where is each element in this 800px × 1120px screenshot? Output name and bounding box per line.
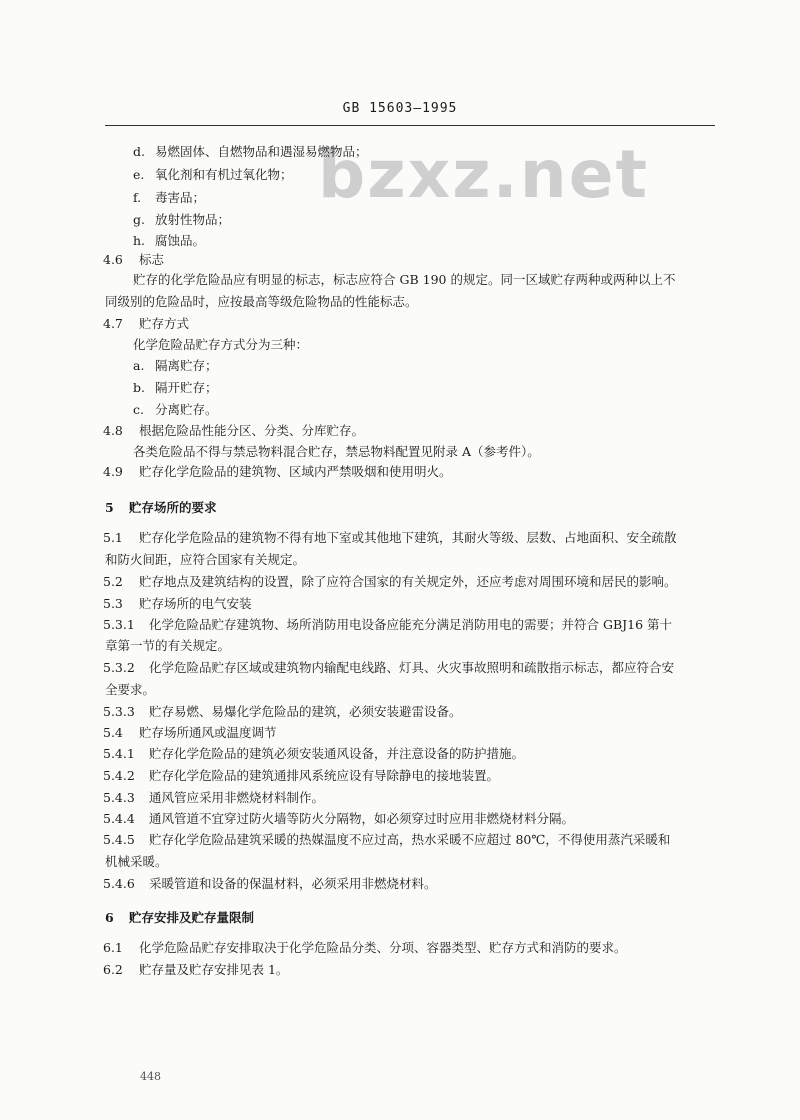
clause-number: 6.1 bbox=[103, 940, 123, 955]
clause-text: 贮存场所通风或温度调节 bbox=[139, 725, 277, 740]
list-item bbox=[133, 144, 368, 160]
list-item bbox=[133, 358, 218, 374]
clause-4-6-text: 贮存的化学危险品应有明显的标志，标志应符合 GB 190 的规定。同一区域贮存两种或两种以上不 bbox=[133, 272, 676, 287]
clause-5-4-4 bbox=[103, 811, 574, 827]
clause-5-4-3 bbox=[103, 790, 324, 806]
clause-5-3-3 bbox=[103, 704, 462, 720]
item-label: g. bbox=[133, 212, 145, 227]
clause-5-4-5 bbox=[103, 832, 670, 848]
clause-text: 贮存化学危险品建筑采暖的热媒温度不应过高，热水采暖不应超过 80℃，不得使用蒸汽采暖和 bbox=[149, 832, 671, 847]
clause-text: 化学危险品贮存安排取决于化学危险品分类、分项、容器类型、贮存方式和消防的要求。 bbox=[139, 940, 627, 955]
clause-4-7-intro: 化学危险品贮存方式分为三种： bbox=[133, 337, 309, 352]
item-label: e. bbox=[133, 167, 145, 182]
item-text: 氧化剂和有机过氧化物； bbox=[155, 167, 293, 182]
clause-text: 通风管道不宜穿过防火墙等防火分隔物，如必须穿过时应用非燃烧材料分隔。 bbox=[149, 811, 575, 826]
clause-5-1-text: 和防火间距，应符合国家有关规定。 bbox=[105, 552, 306, 567]
clause-number: 6.2 bbox=[103, 962, 123, 977]
section-title: 贮存场所的要求 bbox=[129, 500, 217, 515]
section-number: 5 bbox=[105, 500, 114, 515]
item-text: 分离贮存。 bbox=[155, 402, 218, 417]
section-6-heading bbox=[105, 910, 254, 926]
list-item bbox=[133, 167, 293, 183]
item-text: 隔开贮存； bbox=[155, 380, 218, 395]
clause-number: 4.8 bbox=[103, 423, 123, 438]
list-item bbox=[133, 233, 205, 249]
section-title: 贮存安排及贮存量限制 bbox=[129, 910, 255, 925]
standard-code-header: GB 15603—1995 bbox=[342, 101, 458, 116]
clause-5-3-2-text: 全要求。 bbox=[105, 682, 156, 697]
clause-5-3 bbox=[103, 596, 252, 612]
clause-text: 通风管应采用非燃烧材料制作。 bbox=[149, 790, 325, 805]
clause-number: 4.9 bbox=[103, 464, 123, 479]
clause-4-6-heading bbox=[103, 252, 164, 268]
clause-5-3-1 bbox=[103, 617, 672, 633]
clause-number: 5.4.4 bbox=[103, 811, 135, 826]
clause-text: 贮存化学危险品的建筑物、区域内严禁吸烟和使用明火。 bbox=[139, 464, 452, 479]
clause-5-4-5-text: 机械采暖。 bbox=[105, 854, 168, 869]
item-text: 隔离贮存； bbox=[155, 358, 218, 373]
clause-text: 贮存易燃、易爆化学危险品的建筑，必须安装避雷设备。 bbox=[149, 704, 462, 719]
clause-number: 5.2 bbox=[103, 574, 123, 589]
list-item bbox=[133, 190, 205, 206]
clause-number: 5.4.1 bbox=[103, 746, 135, 761]
clause-text: 化学危险品贮存区域或建筑物内输配电线路、灯具、火灾事故照明和疏散指示标志，都应符合安 bbox=[149, 660, 675, 675]
item-text: 易燃固体、自燃物品和遇湿易燃物品； bbox=[155, 144, 368, 159]
item-label: f. bbox=[133, 190, 142, 205]
clause-4-6-text: 同级别的危险品时，应按最高等级危险物品的性能标志。 bbox=[105, 294, 418, 309]
clause-5-1 bbox=[103, 530, 677, 546]
clause-number: 5.4 bbox=[103, 725, 123, 740]
section-5-heading bbox=[105, 500, 217, 516]
clause-4-7-heading bbox=[103, 316, 189, 332]
clause-number: 4.6 bbox=[103, 252, 123, 267]
list-item bbox=[133, 380, 218, 396]
item-label: c. bbox=[133, 402, 144, 417]
clause-text: 根据危险品性能分区、分类、分库贮存。 bbox=[139, 423, 365, 438]
list-item bbox=[133, 212, 230, 228]
item-label: a. bbox=[133, 358, 145, 373]
clause-number: 5.3.3 bbox=[103, 704, 135, 719]
header-rule bbox=[105, 125, 715, 126]
clause-number: 5.3.2 bbox=[103, 660, 135, 675]
section-number: 6 bbox=[105, 910, 114, 925]
clause-number: 5.1 bbox=[103, 530, 123, 545]
clause-text: 采暖管道和设备的保温材料，必须采用非燃烧材料。 bbox=[149, 876, 437, 891]
clause-5-3-2 bbox=[103, 660, 674, 676]
clause-5-4-1 bbox=[103, 746, 524, 762]
list-item bbox=[133, 402, 218, 418]
item-label: d. bbox=[133, 144, 145, 159]
clause-5-2 bbox=[103, 574, 677, 590]
clause-title: 贮存方式 bbox=[139, 316, 190, 331]
clause-text: 贮存化学危险品的建筑通排风系统应设有导除静电的接地装置。 bbox=[149, 768, 500, 783]
clause-4-8-text: 各类危险品不得与禁忌物料混合贮存，禁忌物料配置见附录 A（参考件）。 bbox=[133, 444, 540, 459]
clause-number: 5.3 bbox=[103, 596, 123, 611]
clause-number: 5.4.3 bbox=[103, 790, 135, 805]
clause-5-4-6 bbox=[103, 876, 437, 892]
clause-text: 贮存化学危险品的建筑物不得有地下室或其他地下建筑，其耐火等级、层数、占地面积、安全疏散 bbox=[139, 530, 677, 545]
clause-text: 贮存量及贮存安排见表 1。 bbox=[139, 962, 289, 977]
clause-title: 标志 bbox=[139, 252, 165, 267]
page-number: 448 bbox=[140, 1070, 161, 1083]
clause-text: 贮存地点及建筑结构的设置，除了应符合国家的有关规定外，还应考虑对周围环境和居民的影响。 bbox=[139, 574, 677, 589]
clause-text: 贮存场所的电气安装 bbox=[139, 596, 252, 611]
clause-5-3-1-text: 章第一节的有关规定。 bbox=[105, 638, 231, 653]
clause-5-4 bbox=[103, 725, 277, 741]
item-text: 腐蚀品。 bbox=[155, 233, 206, 248]
item-text: 放射性物品； bbox=[155, 212, 231, 227]
clause-number: 5.4.5 bbox=[103, 832, 135, 847]
clause-5-4-2 bbox=[103, 768, 499, 784]
clause-text: 贮存化学危险品的建筑必须安装通风设备，并注意设备的防护措施。 bbox=[149, 746, 525, 761]
item-label: b. bbox=[133, 380, 145, 395]
clause-6-1 bbox=[103, 940, 627, 956]
clause-4-9 bbox=[103, 464, 452, 480]
clause-number: 4.7 bbox=[103, 316, 123, 331]
clause-text: 化学危险品贮存建筑物、场所消防用电设备应能充分满足消防用电的需要；并符合 GBJ16 第十 bbox=[149, 617, 673, 632]
watermark: bzxz.net bbox=[318, 136, 650, 213]
clause-number: 5.3.1 bbox=[103, 617, 135, 632]
clause-6-2 bbox=[103, 962, 288, 978]
clause-number: 5.4.2 bbox=[103, 768, 135, 783]
clause-4-8 bbox=[103, 423, 364, 439]
item-label: h. bbox=[133, 233, 146, 248]
clause-number: 5.4.6 bbox=[103, 876, 135, 891]
item-text: 毒害品； bbox=[155, 190, 206, 205]
